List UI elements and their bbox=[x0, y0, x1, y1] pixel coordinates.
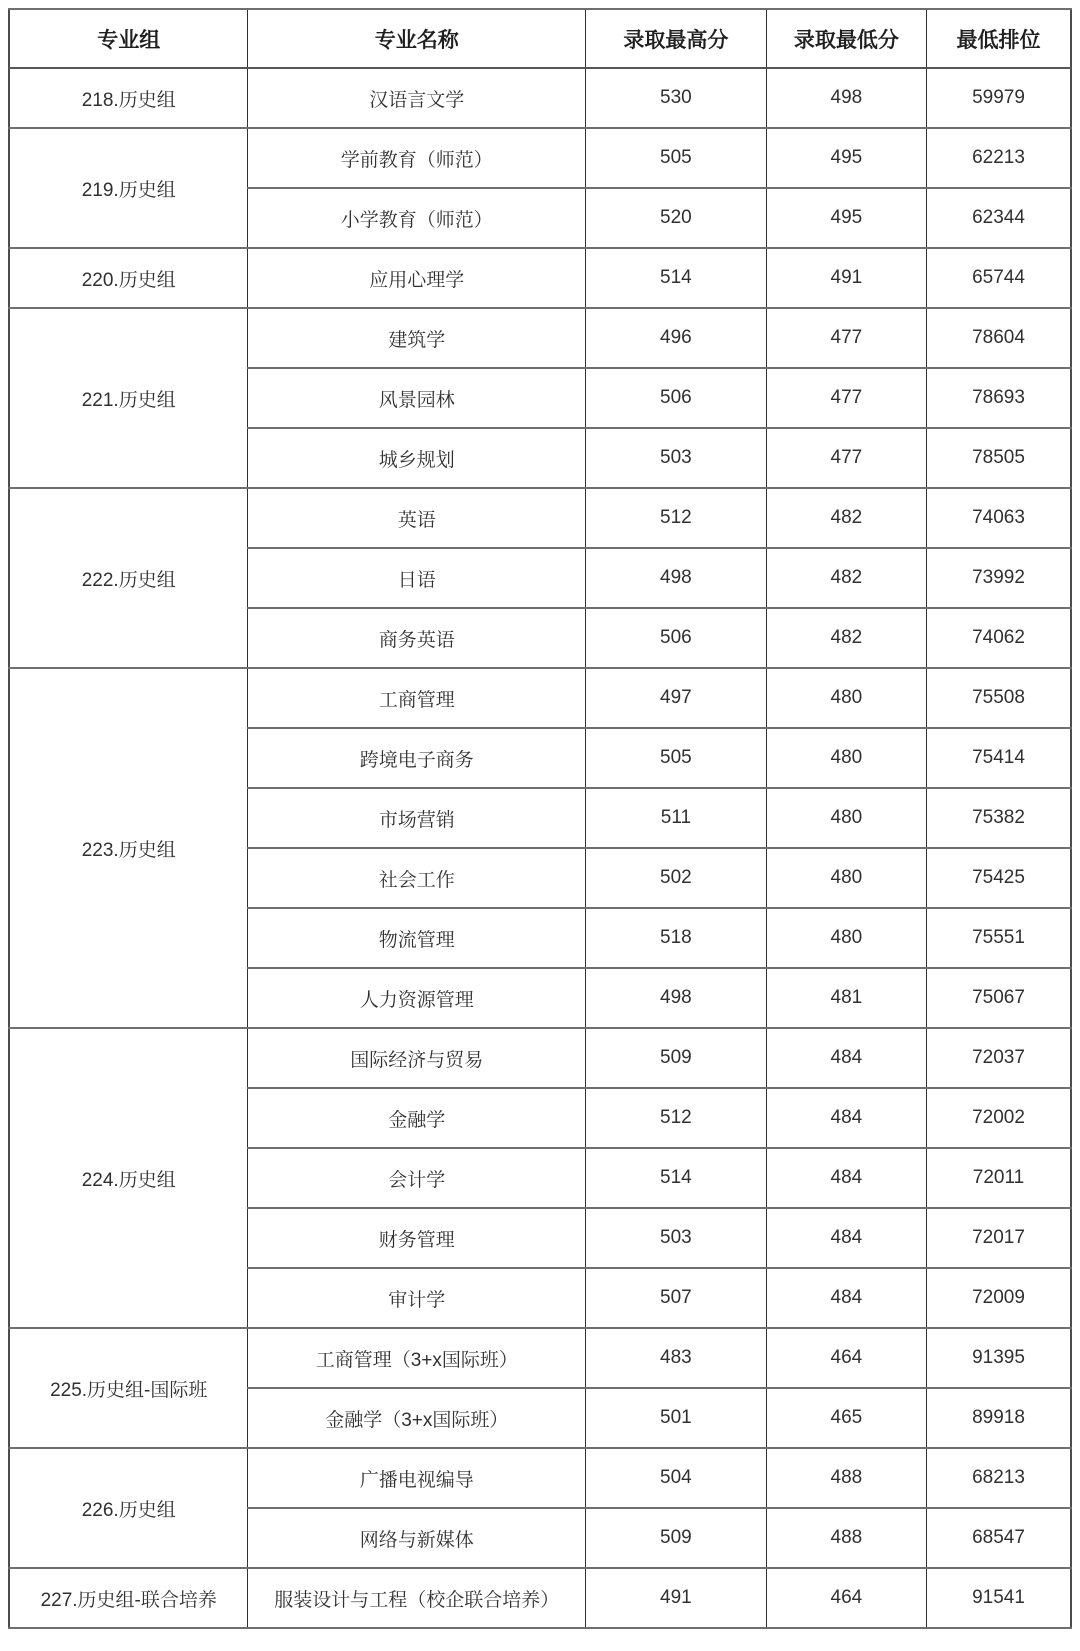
major-name-cell: 日语 bbox=[248, 548, 586, 608]
min-rank-cell: 74062 bbox=[927, 608, 1071, 668]
min-score-cell: 477 bbox=[766, 308, 926, 368]
group-cell: 219.历史组 bbox=[9, 128, 248, 248]
min-score-cell: 477 bbox=[766, 428, 926, 488]
table-row bbox=[9, 488, 1071, 548]
max-score-cell: 518 bbox=[586, 908, 767, 968]
major-name-cell: 财务管理 bbox=[248, 1208, 586, 1268]
group-cell: 221.历史组 bbox=[9, 308, 248, 488]
min-score-cell: 482 bbox=[766, 548, 926, 608]
min-score-cell: 465 bbox=[766, 1388, 926, 1448]
major-name-cell: 审计学 bbox=[248, 1268, 586, 1328]
max-score-cell: 505 bbox=[586, 728, 767, 788]
max-score-cell: 511 bbox=[586, 788, 767, 848]
min-rank-cell: 75067 bbox=[927, 968, 1071, 1028]
major-name-cell: 应用心理学 bbox=[248, 248, 586, 308]
table-row bbox=[9, 1028, 1071, 1088]
min-score-cell: 491 bbox=[766, 248, 926, 308]
max-score-cell: 507 bbox=[586, 1268, 767, 1328]
major-name-cell: 市场营销 bbox=[248, 788, 586, 848]
max-score-cell: 514 bbox=[586, 248, 767, 308]
min-score-cell: 480 bbox=[766, 668, 926, 728]
column-header-max-score: 录取最高分 bbox=[586, 9, 767, 68]
min-score-cell: 484 bbox=[766, 1148, 926, 1208]
max-score-cell: 509 bbox=[586, 1508, 767, 1568]
major-name-cell: 城乡规划 bbox=[248, 428, 586, 488]
major-name-cell: 人力资源管理 bbox=[248, 968, 586, 1028]
min-rank-cell: 72002 bbox=[927, 1088, 1071, 1148]
min-rank-cell: 73992 bbox=[927, 548, 1071, 608]
min-score-cell: 495 bbox=[766, 188, 926, 248]
table-row bbox=[9, 1328, 1071, 1388]
min-rank-cell: 91395 bbox=[927, 1328, 1071, 1388]
major-name-cell: 商务英语 bbox=[248, 608, 586, 668]
min-rank-cell: 68213 bbox=[927, 1448, 1071, 1508]
table-body bbox=[9, 68, 1071, 1628]
min-score-cell: 488 bbox=[766, 1508, 926, 1568]
major-name-cell: 会计学 bbox=[248, 1148, 586, 1208]
major-name-cell: 金融学 bbox=[248, 1088, 586, 1148]
min-score-cell: 481 bbox=[766, 968, 926, 1028]
min-score-cell: 484 bbox=[766, 1208, 926, 1268]
header-row bbox=[9, 9, 1071, 68]
min-score-cell: 498 bbox=[766, 68, 926, 128]
max-score-cell: 503 bbox=[586, 1208, 767, 1268]
max-score-cell: 509 bbox=[586, 1028, 767, 1088]
table-row bbox=[9, 308, 1071, 368]
group-cell: 224.历史组 bbox=[9, 1028, 248, 1328]
max-score-cell: 491 bbox=[586, 1568, 767, 1628]
column-header-min-rank: 最低排位 bbox=[927, 9, 1071, 68]
major-name-cell: 广播电视编导 bbox=[248, 1448, 586, 1508]
min-rank-cell: 68547 bbox=[927, 1508, 1071, 1568]
min-score-cell: 484 bbox=[766, 1268, 926, 1328]
min-rank-cell: 78604 bbox=[927, 308, 1071, 368]
min-score-cell: 464 bbox=[766, 1568, 926, 1628]
min-rank-cell: 75425 bbox=[927, 848, 1071, 908]
major-name-cell: 跨境电子商务 bbox=[248, 728, 586, 788]
major-name-cell: 建筑学 bbox=[248, 308, 586, 368]
max-score-cell: 512 bbox=[586, 1088, 767, 1148]
min-score-cell: 495 bbox=[766, 128, 926, 188]
max-score-cell: 512 bbox=[586, 488, 767, 548]
major-name-cell: 学前教育（师范） bbox=[248, 128, 586, 188]
max-score-cell: 530 bbox=[586, 68, 767, 128]
min-rank-cell: 89918 bbox=[927, 1388, 1071, 1448]
major-name-cell: 服装设计与工程（校企联合培养） bbox=[248, 1568, 586, 1628]
min-score-cell: 484 bbox=[766, 1088, 926, 1148]
group-cell: 227.历史组-联合培养 bbox=[9, 1568, 248, 1628]
min-rank-cell: 72017 bbox=[927, 1208, 1071, 1268]
max-score-cell: 501 bbox=[586, 1388, 767, 1448]
min-rank-cell: 75382 bbox=[927, 788, 1071, 848]
min-rank-cell: 74063 bbox=[927, 488, 1071, 548]
admissions-score-table bbox=[8, 8, 1072, 1629]
table-header bbox=[9, 9, 1071, 68]
group-cell: 218.历史组 bbox=[9, 68, 248, 128]
min-rank-cell: 72009 bbox=[927, 1268, 1071, 1328]
min-rank-cell: 75508 bbox=[927, 668, 1071, 728]
min-score-cell: 477 bbox=[766, 368, 926, 428]
group-cell: 220.历史组 bbox=[9, 248, 248, 308]
group-cell: 226.历史组 bbox=[9, 1448, 248, 1568]
major-name-cell: 国际经济与贸易 bbox=[248, 1028, 586, 1088]
min-rank-cell: 65744 bbox=[927, 248, 1071, 308]
max-score-cell: 483 bbox=[586, 1328, 767, 1388]
group-cell: 222.历史组 bbox=[9, 488, 248, 668]
min-rank-cell: 91541 bbox=[927, 1568, 1071, 1628]
max-score-cell: 514 bbox=[586, 1148, 767, 1208]
max-score-cell: 520 bbox=[586, 188, 767, 248]
max-score-cell: 503 bbox=[586, 428, 767, 488]
table-row bbox=[9, 668, 1071, 728]
major-name-cell: 金融学（3+x国际班） bbox=[248, 1388, 586, 1448]
max-score-cell: 497 bbox=[586, 668, 767, 728]
major-name-cell: 工商管理 bbox=[248, 668, 586, 728]
major-name-cell: 风景园林 bbox=[248, 368, 586, 428]
min-rank-cell: 75551 bbox=[927, 908, 1071, 968]
min-rank-cell: 62213 bbox=[927, 128, 1071, 188]
max-score-cell: 496 bbox=[586, 308, 767, 368]
major-name-cell: 社会工作 bbox=[248, 848, 586, 908]
max-score-cell: 506 bbox=[586, 608, 767, 668]
table-row bbox=[9, 68, 1071, 128]
table-row bbox=[9, 1568, 1071, 1628]
min-rank-cell: 62344 bbox=[927, 188, 1071, 248]
min-score-cell: 480 bbox=[766, 848, 926, 908]
min-score-cell: 480 bbox=[766, 788, 926, 848]
max-score-cell: 505 bbox=[586, 128, 767, 188]
major-name-cell: 汉语言文学 bbox=[248, 68, 586, 128]
max-score-cell: 504 bbox=[586, 1448, 767, 1508]
min-score-cell: 480 bbox=[766, 728, 926, 788]
min-rank-cell: 72011 bbox=[927, 1148, 1071, 1208]
max-score-cell: 502 bbox=[586, 848, 767, 908]
column-header-min-score: 录取最低分 bbox=[766, 9, 926, 68]
min-score-cell: 464 bbox=[766, 1328, 926, 1388]
min-rank-cell: 59979 bbox=[927, 68, 1071, 128]
major-name-cell: 物流管理 bbox=[248, 908, 586, 968]
min-score-cell: 480 bbox=[766, 908, 926, 968]
table-row bbox=[9, 128, 1071, 188]
min-score-cell: 482 bbox=[766, 608, 926, 668]
min-score-cell: 484 bbox=[766, 1028, 926, 1088]
min-rank-cell: 75414 bbox=[927, 728, 1071, 788]
table-row bbox=[9, 1448, 1071, 1508]
max-score-cell: 498 bbox=[586, 548, 767, 608]
major-name-cell: 小学教育（师范） bbox=[248, 188, 586, 248]
min-score-cell: 482 bbox=[766, 488, 926, 548]
table-row bbox=[9, 248, 1071, 308]
min-rank-cell: 78505 bbox=[927, 428, 1071, 488]
group-cell: 223.历史组 bbox=[9, 668, 248, 1028]
min-rank-cell: 78693 bbox=[927, 368, 1071, 428]
min-rank-cell: 72037 bbox=[927, 1028, 1071, 1088]
major-name-cell: 工商管理（3+x国际班） bbox=[248, 1328, 586, 1388]
column-header-major-name: 专业名称 bbox=[248, 9, 586, 68]
group-cell: 225.历史组-国际班 bbox=[9, 1328, 248, 1448]
major-name-cell: 网络与新媒体 bbox=[248, 1508, 586, 1568]
max-score-cell: 498 bbox=[586, 968, 767, 1028]
min-score-cell: 488 bbox=[766, 1448, 926, 1508]
max-score-cell: 506 bbox=[586, 368, 767, 428]
major-name-cell: 英语 bbox=[248, 488, 586, 548]
column-header-major-group: 专业组 bbox=[9, 9, 248, 68]
